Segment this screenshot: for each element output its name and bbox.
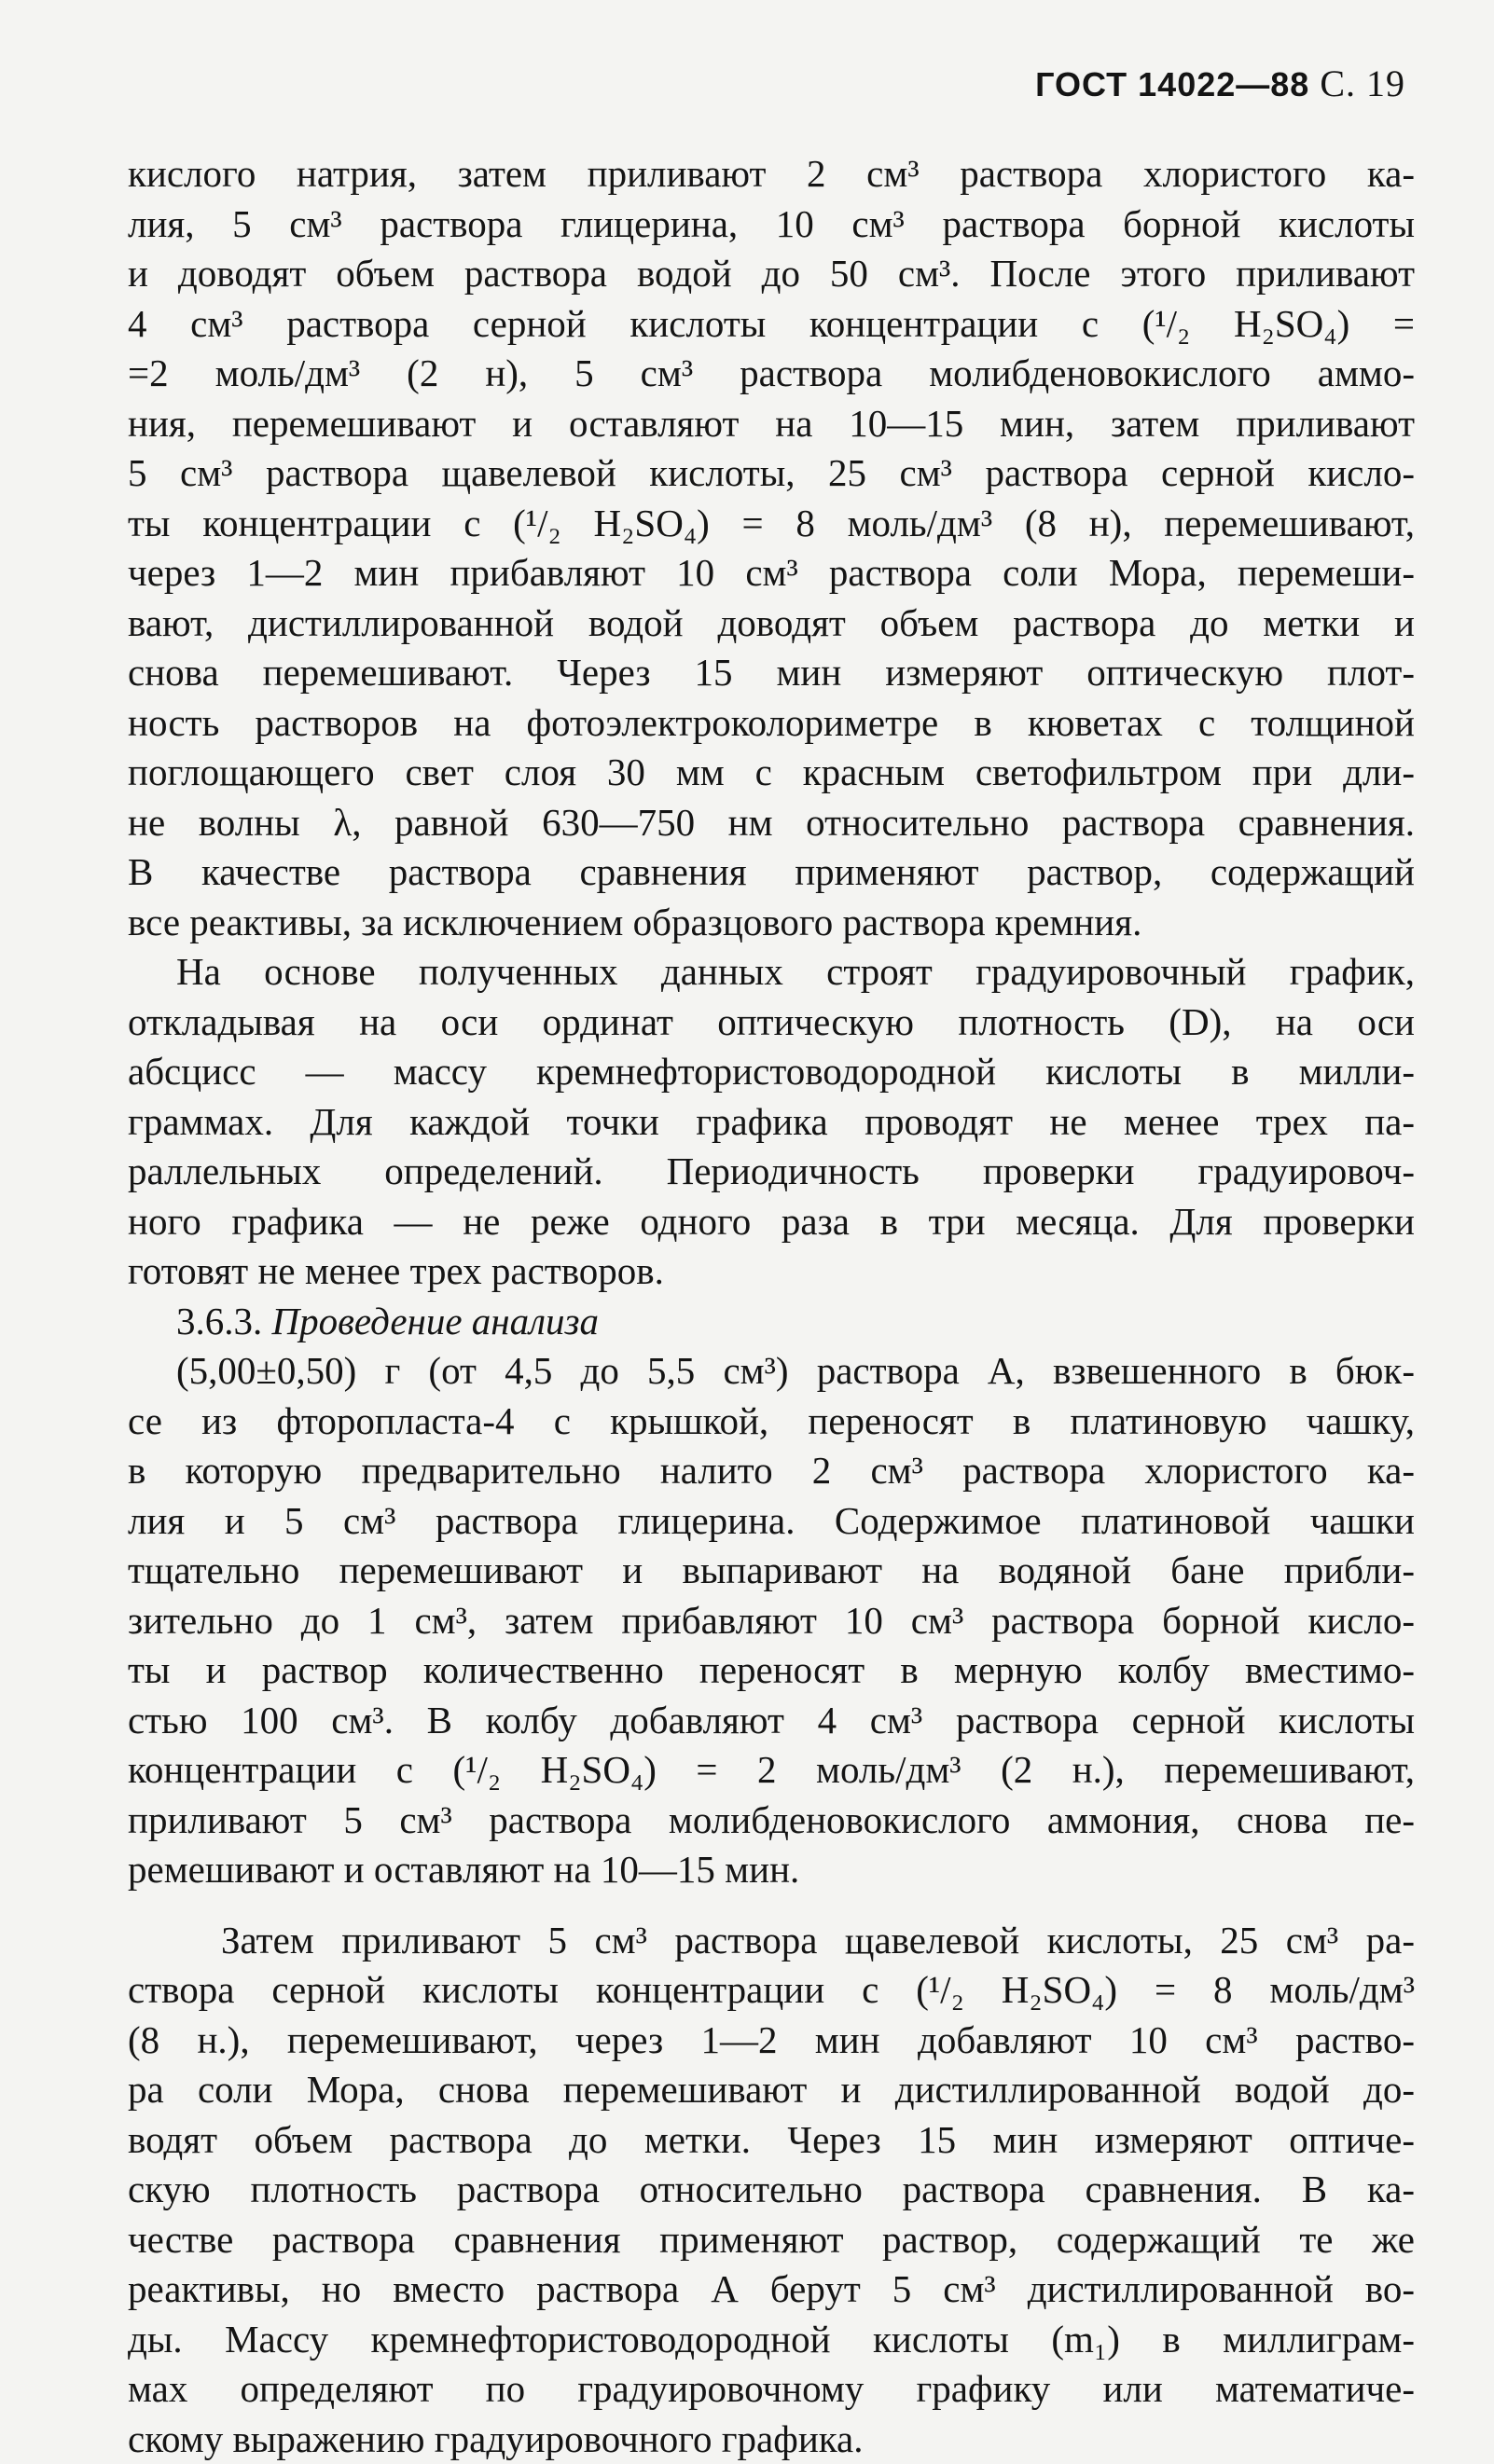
paragraph-gap — [128, 1895, 1415, 1916]
text-line: лия, 5 см³ раствора глицерина, 10 см³ раствора борной кислоты — [128, 200, 1415, 250]
text-line: откладывая на оси ординат оптическую плотность (D), на оси — [128, 998, 1415, 1048]
standard-number: ГОСТ 14022—88 — [1035, 65, 1309, 103]
text-line: раллельных определений. Периодичность проверки градуировоч- — [128, 1147, 1415, 1197]
text-line: честве раствора сравнения применяют раствор, содержащий те же — [128, 2215, 1415, 2265]
text-line: реактивы, но вместо раствора А берут 5 см³ дистиллированной во- — [128, 2264, 1415, 2315]
text-line: В качестве раствора сравнения применяют раствор, содержащий — [128, 847, 1415, 898]
text-line: (8 н.), перемешивают, через 1—2 мин добавляют 10 см³ раство- — [128, 2016, 1415, 2066]
text-line: (5,00±0,50) г (от 4,5 до 5,5 см³) раствора А, взвешенного в бюк- — [128, 1346, 1415, 1397]
page-header — [1035, 62, 1405, 105]
text-line: 5 см³ раствора щавелевой кислоты, 25 см³ раствора серной кисло- — [128, 448, 1415, 499]
text-line: скому выражению градуировочного графика. — [128, 2415, 1415, 2464]
text-line: приливают 5 см³ раствора молибденовокислого аммония, снова пе- — [128, 1796, 1415, 1846]
text-line: концентрации с (¹/₂ H₂SO₄) = 2 моль/дм³ (2 н.), перемешивают, — [128, 1745, 1415, 1796]
text-line: 4 см³ раствора серной кислоты концентрации с (¹/₂ H₂SO₄) = — [128, 299, 1415, 350]
text-line: скую плотность раствора относительно раствора сравнения. В ка- — [128, 2165, 1415, 2215]
text-line: стью 100 см³. В колбу добавляют 4 см³ раствора серной кислоты — [128, 1696, 1415, 1746]
text-line: снова перемешивают. Через 15 мин измеряют оптическую плот- — [128, 648, 1415, 698]
text-line: и доводят объем раствора водой до 50 см³. После этого приливают — [128, 249, 1415, 299]
text-line: вают, дистиллированной водой доводят объем раствора до метки и — [128, 599, 1415, 649]
text-line: =2 моль/дм³ (2 н), 5 см³ раствора молибденовокислого аммо- — [128, 349, 1415, 399]
text-line: готовят не менее трех растворов. — [128, 1246, 1415, 1297]
text-line: ния, перемешивают и оставляют на 10—15 мин, затем приливают — [128, 399, 1415, 449]
text-line: абсцисс — массу кремнефтористоводородной кислоты в милли- — [128, 1047, 1415, 1097]
text-line: На основе полученных данных строят градуировочный график, — [128, 947, 1415, 998]
text-line: ра соли Мора, снова перемешивают и дистиллированной водой до- — [128, 2065, 1415, 2115]
text-line: тщательно перемешивают и выпаривают на водяной бане прибли- — [128, 1546, 1415, 1596]
text-line: Затем приливают 5 см³ раствора щавелевой кислоты, 25 см³ ра- — [128, 1916, 1415, 1966]
text-line: ды. Массу кремнефтористоводородной кислоты (m₁) в миллиграм- — [128, 2315, 1415, 2365]
text-line: ного графика — не реже одного раза в три месяца. Для проверки — [128, 1197, 1415, 1247]
text-line: ность растворов на фотоэлектроколориметре в кюветах с толщиной — [128, 698, 1415, 749]
text-line: ремешивают и оставляют на 10—15 мин. — [128, 1845, 1415, 1895]
text-line: мах определяют по градуировочному графику или математиче- — [128, 2364, 1415, 2415]
text-line: лия и 5 см³ раствора глицерина. Содержимое платиновой чашки — [128, 1496, 1415, 1547]
text-line: не волны λ, равной 630—750 нм относительно раствора сравнения. — [128, 798, 1415, 848]
text-line: граммах. Для каждой точки графика проводят не менее трех па- — [128, 1097, 1415, 1148]
text-line: через 1—2 мин прибавляют 10 см³ раствора соли Мора, перемеши- — [128, 548, 1415, 599]
text-line: ты концентрации с (¹/₂ H₂SO₄) = 8 моль/дм³ (8 н), перемешивают, — [128, 499, 1415, 549]
text-line: створа серной кислоты концентрации с (¹/₂ H₂SO₄) = 8 моль/дм³ — [128, 1965, 1415, 2016]
text-line: поглощающего свет слоя 30 мм с красным светофильтром при дли- — [128, 748, 1415, 798]
text-line: кислого натрия, затем приливают 2 см³ раствора хлористого ка- — [128, 149, 1415, 200]
text-line: зительно до 1 см³, затем прибавляют 10 см³ раствора борной кисло- — [128, 1596, 1415, 1646]
section-heading: 3.6.3. Проведение анализа — [128, 1297, 1415, 1347]
text-line: ты и раствор количественно переносят в мерную колбу вместимо- — [128, 1645, 1415, 1696]
body-text — [128, 149, 1415, 2464]
text-line: се из фторопласта-4 с крышкой, переносят в платиновую чашку, — [128, 1397, 1415, 1447]
text-line: все реактивы, за исключением образцового раствора кремния. — [128, 898, 1415, 948]
page-number: С. 19 — [1320, 62, 1405, 104]
text-line: в которую предварительно налито 2 см³ раствора хлористого ка- — [128, 1446, 1415, 1496]
text-line: водят объем раствора до метки. Через 15 мин измеряют оптиче- — [128, 2115, 1415, 2166]
